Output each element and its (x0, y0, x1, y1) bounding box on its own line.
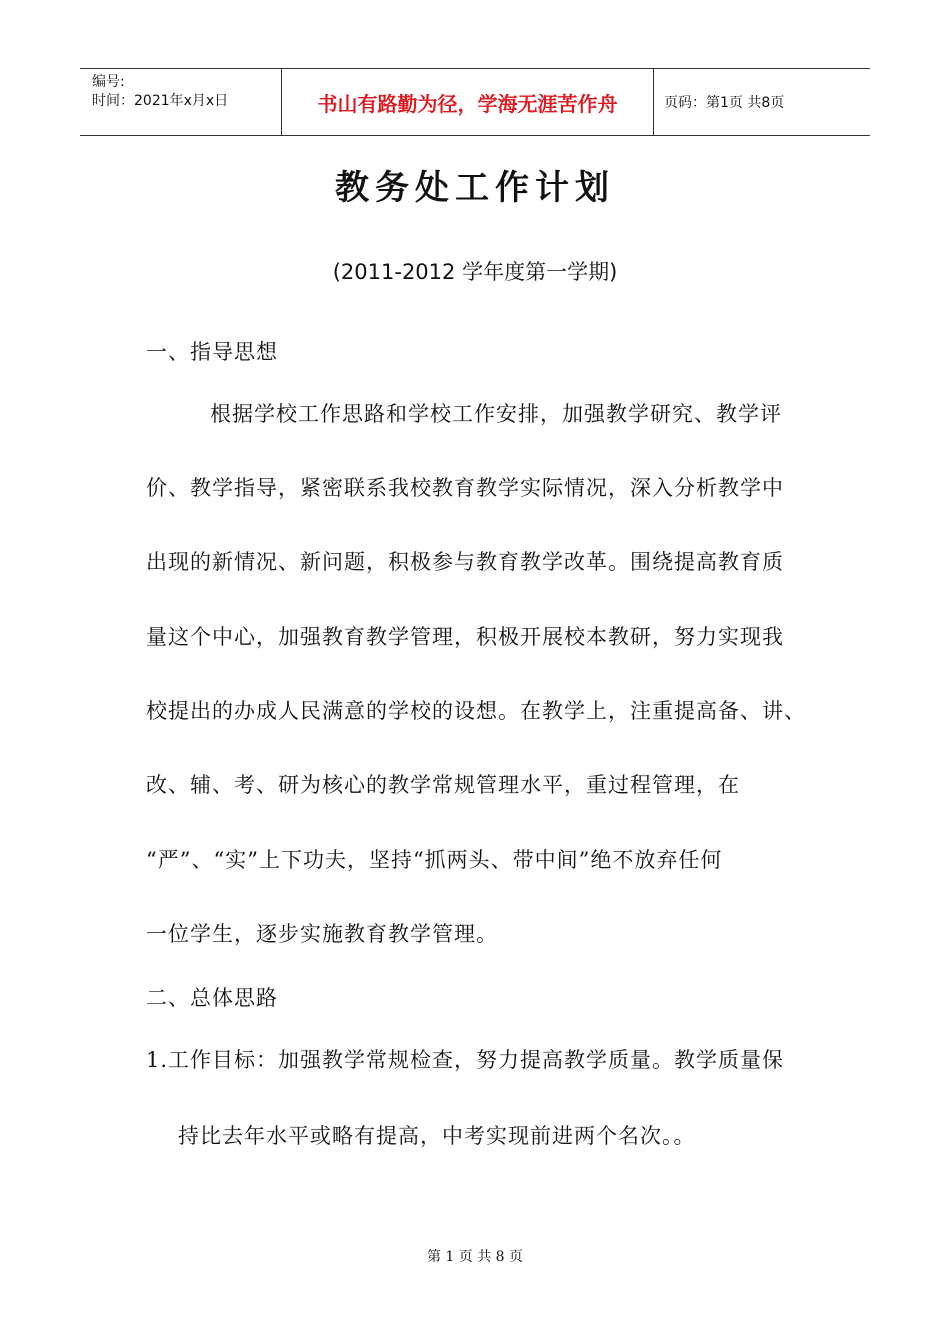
paragraph-line: 改、辅、考、研为核心的教学常规管理水平，重过程管理，在 (146, 773, 740, 797)
header-page-info: 页码：第1页 共8页 (664, 95, 785, 111)
document-date-label: 时间：2021年x月x日 (92, 93, 229, 109)
paragraph-line: “严”、“实”上下功夫，坚持“抓两头、带中间”绝不放弃任何 (146, 848, 723, 872)
header-motto: 书山有路勤为径，学海无涯苦作舟 (281, 69, 654, 135)
paragraph-line: 价、教学指导，紧密联系我校教育教学实际情况，深入分析教学中 (146, 476, 784, 500)
document-number-label: 编号: (92, 74, 125, 90)
paragraph-line: 1.工作目标：加强教学常规检查，努力提高教学质量。教学质量保 (146, 1048, 785, 1072)
section-1-heading: 一、指导思想 (146, 340, 278, 364)
paragraph-line: 校提出的办成人民满意的学校的设想。在教学上，注重提高备、讲、 (146, 699, 806, 723)
paragraph-line: 持比去年水平或略有提高，中考实现前进两个名次。。 (178, 1124, 696, 1148)
document-subtitle: (2011-2012 学年度第一学期) (332, 260, 618, 284)
page-footer: 第 1 页 共 8 页 (426, 1249, 524, 1265)
section-2-heading: 二、总体思路 (146, 986, 278, 1010)
header-meta-cell (80, 69, 281, 135)
document-header-table (80, 68, 870, 136)
document-title: 教务处工作计划 (335, 168, 615, 208)
paragraph-line: 出现的新情况、新问题，积极参与教育教学改革。围绕提高教育质 (146, 550, 784, 574)
paragraph-line: 一位学生，逐步实施教育教学管理。 (146, 922, 498, 946)
paragraph-line: 量这个中心，加强教育教学管理，积极开展校本教研，努力实现我 (146, 625, 784, 649)
paragraph-line: 根据学校工作思路和学校工作安排，加强教学研究、教学评 (210, 402, 782, 426)
